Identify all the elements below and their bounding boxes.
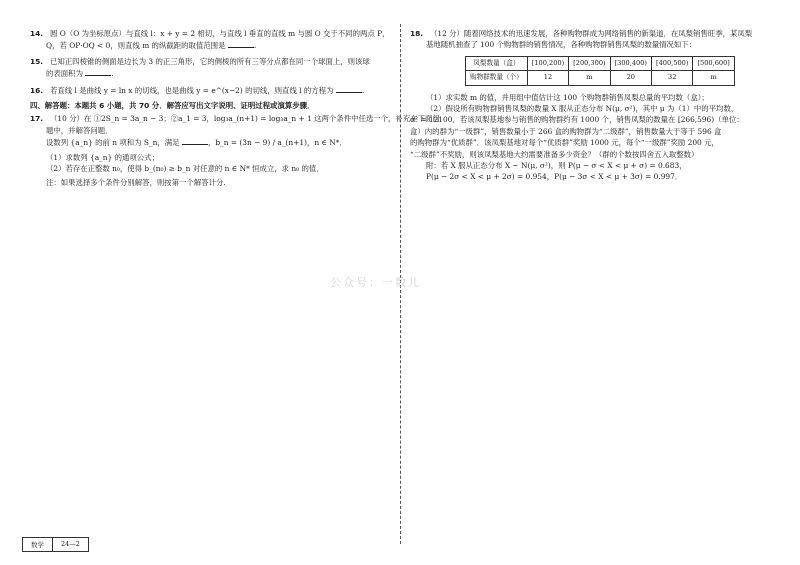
right-column — [410, 28, 772, 187]
problem-text: 的购物群为“优质群”．该凤梨基地对每个“优质群”奖励 1000 元，每个“一级群”奖励 200 元， — [410, 138, 719, 148]
problem-text: Q，若 OP·OQ < 0，则直线 m 的纵截距的取值范围是 — [46, 41, 226, 51]
problem-text: “二级群”不奖励，则该凤梨基地大约需要准备多少资金？（群的个数按四舍五入取整数） — [410, 149, 699, 159]
table-cell: 凤梨数量（盒） — [466, 56, 528, 70]
problem-text: 已知正四棱锥的侧面是边长为 3 的正三角形，它的侧棱的所有三等分点都在同一个球面上，则该球 — [50, 56, 370, 66]
table-cell: m — [569, 71, 610, 85]
problem-text: 基地随机抽查了 100 个购物群的销售情况，各种购物群销售凤梨的数量情况如下： — [426, 40, 697, 50]
table-cell: 32 — [652, 71, 693, 85]
subquestion-1: （1）求实数 m 的值，并用组中值估计这 100 个购物群销售凤梨总量的平均数（盒）； — [426, 92, 709, 102]
problem-text: 题中，并解答问题． — [46, 125, 113, 135]
appendix-text: 附：若 X 服从正态分布 X ~ N(μ, σ²)，则 P(μ − σ < X < μ + σ) = 0.683， — [426, 161, 687, 171]
problem-number: 17. — [30, 114, 44, 124]
table-cell: 20 — [610, 71, 651, 85]
section-heading: 四、解答题：本题共 6 小题，共 70 分．解答应写出文字说明、证明过程或演算步骤． — [30, 101, 315, 111]
table-row — [466, 71, 735, 85]
punctuation: . — [111, 69, 114, 79]
subquestion-2: （2）若存在正整数 n₀，使得 b_(n₀) ≥ b_n 对任意的 n ∈ N* 恒成立，求 n₀ 的值． — [46, 164, 324, 174]
problem-text: 盒）内的群为“一级群”，销售数量小于 266 盒的购物群为“二级群”，销售数量大于等于 596 盒 — [410, 126, 722, 136]
problem-text: σ² = 12100．若该凤梨基地参与销售的购物群约有 1000 个，销售凤梨的数量在 [266,596)（单位： — [410, 115, 744, 125]
problem-number: 16. — [30, 85, 44, 95]
footer-page-number: 24—2 — [52, 538, 88, 551]
problem-text: （12 分）随着网络技术的迅速发展，各种购物群成为网络销售的新渠道．在凤梨销售旺季，某凤梨 — [430, 29, 753, 38]
problem-text: 圆 O（O 为坐标原点）与直线 l：x + y = 2 相切，与直线 l 垂直的直线 m 与圆 O 交于不同的两点 P， — [50, 29, 390, 38]
table-cell: 12 — [527, 71, 568, 85]
watermark: 公众号：一数儿 — [330, 276, 421, 289]
punctuation: . — [361, 85, 365, 95]
problem-text: 若直线 l 是曲线 y = ln x 的切线，也是曲线 y = e^(x−2) 的切线，则直线 l 的方程为 — [50, 85, 334, 95]
table-cell: [500,600] — [693, 56, 734, 70]
answer-blank — [336, 84, 365, 95]
answer-blank — [182, 136, 208, 145]
table-row — [466, 56, 735, 70]
page-footer — [22, 537, 89, 552]
problem-text: ，b_n = (3n − 9) / a_(n+1)，n ∈ N*． — [207, 138, 347, 148]
problem-number: 15. — [30, 56, 44, 66]
answer-blank — [228, 39, 257, 51]
appendix-text: P(μ − 2σ < X < μ + 2σ) = 0.954，P(μ − 3σ < X < μ + 3σ) = 0.997． — [426, 172, 683, 182]
problem-text: （10 分）在 ①2S_n = 3a_n − 3；②a_1 = 3，log₃a_(n+1) = log₃a_n + 1 这两个条件中任选一个，补充在下面问 — [50, 114, 440, 124]
problem-16 — [30, 84, 392, 96]
table-cell: 购物群数量（个） — [466, 71, 528, 85]
note: 注：如果选择多个条件分别解答，则按第一个解答计分. — [46, 178, 226, 188]
table-cell: [100,200) — [527, 56, 568, 70]
frequency-table — [465, 56, 735, 86]
problem-14 — [30, 28, 392, 52]
table-cell: m — [693, 71, 734, 85]
problem-15 — [30, 56, 392, 80]
problem-number: 18. — [410, 29, 424, 38]
subquestion-2: （2）假设所有购物群销售凤梨的数量 X 服从正态分布 N(μ, σ²)，其中 μ 为（1）中的平均数， — [426, 104, 739, 114]
punctuation: . — [253, 41, 257, 51]
problem-text: 的表面积为 — [46, 69, 83, 79]
table-cell: [300,400) — [610, 56, 651, 70]
answer-blank — [85, 67, 114, 79]
problem-17 — [30, 113, 440, 188]
footer-subject: 数学 — [31, 541, 44, 549]
table-cell: [400,500) — [652, 56, 693, 70]
problem-text: 设数列 {a_n} 的前 n 项和为 S_n，满足 — [46, 138, 180, 148]
problem-number: 14. — [30, 29, 44, 38]
subquestion-1: （1）求数列 {a_n} 的通项公式； — [46, 152, 159, 162]
problem-18 — [410, 28, 772, 183]
table-cell: [200,300) — [569, 56, 610, 70]
